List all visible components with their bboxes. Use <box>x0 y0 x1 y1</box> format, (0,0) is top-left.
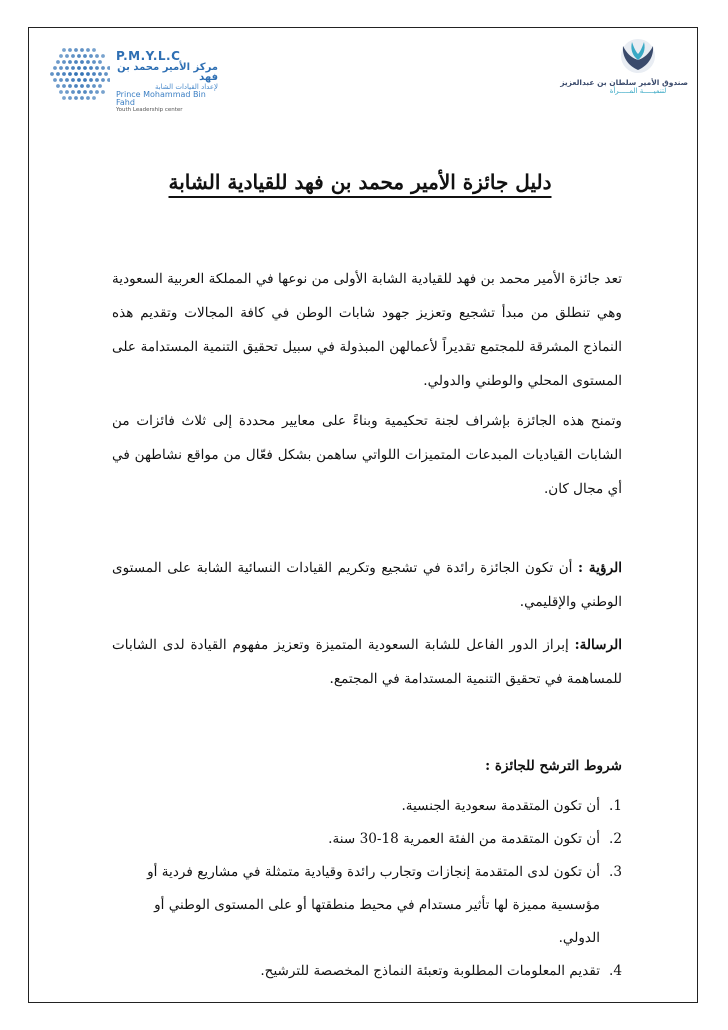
fund-arabic-sub: لتنميـــــة المـــــرأة <box>609 87 667 95</box>
intro-section <box>112 262 622 398</box>
vision-paragraph <box>112 551 622 619</box>
intro-paragraph: تعد جائزة الأمير محمد بن فهد للقيادية الشابة الأولى من نوعها في المملكة العربية السعودية وهي تنطلق من مبدأ تشجيع وتعزيز جهود شابات الوطن في كافة المجالات وتقديم هذه النماذج المشرقة للمجتمع تقديراً لأعمالهن المبذولة في سبيل تحقيق التنمية المستدامة على المستوى المحلي والوطني والدولي. <box>112 271 622 389</box>
vision-label: الرؤية : <box>577 560 622 576</box>
list-item <box>112 790 622 823</box>
document-title: دليل جائزة الأمير محمد بن فهد للقيادية الشابة <box>168 170 552 194</box>
list-item <box>112 823 622 856</box>
list-item-number: 2. <box>609 831 622 847</box>
logo-english-name: Prince Mohammad Bin Fahd <box>116 89 206 108</box>
list-item-text: أن تكون لدى المتقدمة إنجازات وتجارب رائدة وقيادية متمثلة في مشاريع فردية أو مؤسسية مميزة لها تأثير مستدام في محيط منطقتها أو على المستوى الوطني أو الدولي. <box>147 864 600 946</box>
pmylc-logo <box>48 44 218 114</box>
prince-sultan-fund-logo <box>560 36 688 116</box>
nomination-paragraph: وتمنح هذه الجائزة بإشراف لجنة تحكيمية وبناءً على معايير محددة إلى ثلاث فائزات من الشابات القياديات المبدعات المتميزات اللواتي ساهمن بشكل فعّال من مواقع نشاطهن في أي مجال كان. <box>112 413 622 497</box>
vision-text: أن تكون الجائزة رائدة في تشجيع وتكريم القيادات النسائية الشابة على المستوى الوطني والإقليمي. <box>112 560 622 610</box>
list-item-text: أن تكون المتقدمة من الفئة العمرية 18-30 سنة. <box>328 831 600 847</box>
mission-label: الرسالة: <box>574 637 622 653</box>
list-item-text: أن تكون المتقدمة سعودية الجنسية. <box>401 798 600 814</box>
mission-section <box>112 628 622 696</box>
mission-text: إبراز الدور الفاعل للشابة السعودية المتميزة وتعزيز مفهوم القيادة لدى الشابات للمساهمة في تحقيق التنمية المستدامة في المجتمع. <box>112 637 622 687</box>
list-item-number: 4. <box>609 963 622 979</box>
logo-arabic-name: مركز الأمير محمد بن فهد <box>117 61 218 84</box>
logo-arabic-sub: لإعداد القيادات الشابة <box>154 82 218 91</box>
logo-acronym: P.M.Y.L.C <box>116 49 181 63</box>
list-item-number: 3. <box>609 864 622 880</box>
vision-section <box>112 551 622 619</box>
dot-grid-icon <box>48 46 110 102</box>
mission-paragraph <box>112 628 622 696</box>
fund-arabic-name: صندوق الأمير سلطان بن عبدالعزيز <box>560 78 688 87</box>
list-item-number: 1. <box>609 798 622 814</box>
wings-emblem-icon <box>615 36 661 76</box>
conditions-heading: شروط الترشح للجائزة : <box>485 758 622 774</box>
logo-english-sub: Youth Leadership center <box>116 106 183 113</box>
list-item-text: تقديم المعلومات المطلوبة وتعبئة النماذج المخصصة للترشيح. <box>260 963 600 979</box>
nomination-section <box>112 404 622 506</box>
conditions-list <box>112 790 622 988</box>
list-item <box>112 955 622 988</box>
list-item <box>112 856 622 955</box>
